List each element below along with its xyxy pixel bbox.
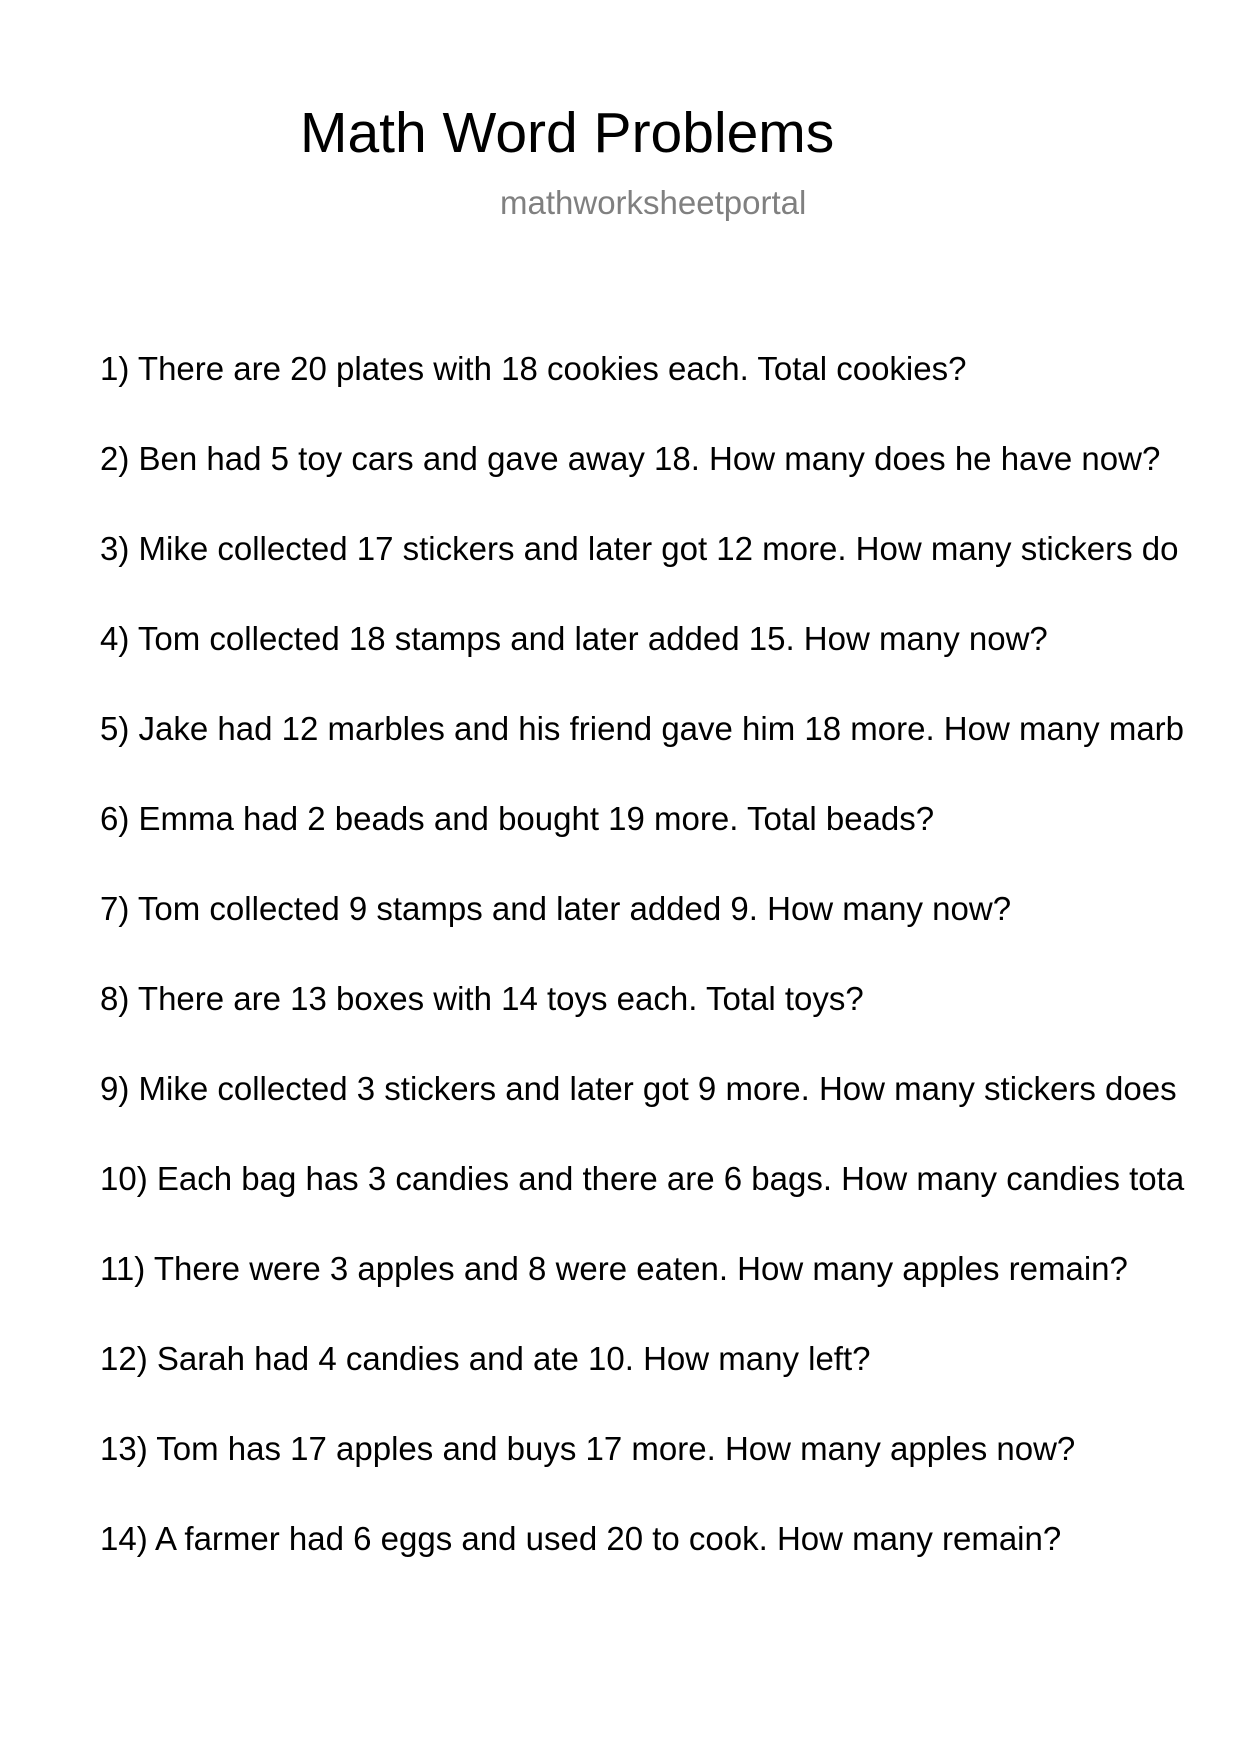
problem-item: 13) Tom has 17 apples and buys 17 more. How many apples now? — [100, 1430, 1076, 1467]
problem-item: 5) Jake had 12 marbles and his friend gave him 18 more. How many marb — [100, 710, 1185, 747]
problem-item: 4) Tom collected 18 stamps and later added 15. How many now? — [100, 620, 1048, 657]
problem-item: 3) Mike collected 17 stickers and later got 12 more. How many stickers do — [100, 530, 1179, 567]
problem-list — [100, 349, 1240, 1609]
problem-item: 2) Ben had 5 toy cars and gave away 18. How many does he have now? — [100, 440, 1161, 477]
problem-item: 14) A farmer had 6 eggs and used 20 to cook. How many remain? — [100, 1520, 1062, 1557]
page-title: Math Word Problems — [300, 101, 835, 165]
problem-item: 8) There are 13 boxes with 14 toys each. Total toys? — [100, 980, 864, 1017]
problem-item: 7) Tom collected 9 stamps and later added 9. How many now? — [100, 890, 1012, 927]
problem-item: 1) There are 20 plates with 18 cookies each. Total cookies? — [100, 350, 967, 387]
problem-item: 10) Each bag has 3 candies and there are 6 bags. How many candies tota — [100, 1160, 1185, 1197]
problem-item: 6) Emma had 2 beads and bought 19 more. Total beads? — [100, 800, 935, 837]
problem-item: 12) Sarah had 4 candies and ate 10. How many left? — [100, 1340, 871, 1377]
problem-item: 9) Mike collected 3 stickers and later got 9 more. How many stickers does — [100, 1070, 1177, 1107]
page-subtitle: mathworksheetportal — [500, 184, 807, 221]
problem-item: 11) There were 3 apples and 8 were eaten. How many apples remain? — [100, 1250, 1128, 1287]
